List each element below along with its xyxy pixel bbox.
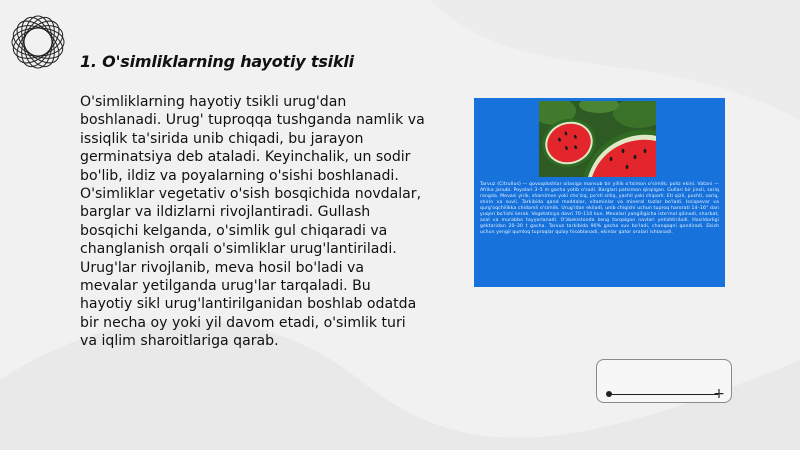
slide-progress-widget[interactable] <box>596 359 732 403</box>
spirograph-logo-icon <box>4 4 72 80</box>
slide-title: 1. O'simliklarning hayotiy tsikli <box>80 52 354 71</box>
progress-track[interactable] <box>609 394 718 395</box>
dot-icon[interactable] <box>606 391 612 397</box>
watermelon-photo <box>539 101 656 177</box>
info-card <box>474 98 725 287</box>
slide-body-text: O'simliklarning hayotiy tsikli urug'dan boshlanadi. Urug' tuproqqa tushganda namlik va issiqlik ta'sirida unib chiqadi, bu jarayon germinatsiya deb ataladi. Keyinchalik, un sodir bo'lib, ildiz va poyalarning o'sishi boshlanadi. O'simliklar vegetativ o'sish bosqichida novdalar, barglar va ildizlarni rivojlantiradi. Gullash bosqichi kelganda, o'simlik gul chiqaradi va changlanish orqali o'simliklar urug'lantiriladi. Urug'lar rivojlanib, meva hosil bo'ladi va mevalar yetilganda urug'lar tarqaladi. Bu hayotiy sikl urug'lantirilganidan boshlab odatda bir necha oy yoki yil davom etadi, o'simlik turi va iqlim sharoitlariga qarab. <box>80 94 425 350</box>
plus-icon[interactable]: + <box>713 386 725 402</box>
info-card-caption: Tarvuz (Citrullus) — qovoqdoshlar oilasiga mansub bir yillik o'tsimon o'simlik; poliz ekini. Vatani — Afrika janubi. Poyalari 3–5 m gacha yotib o'sadi. Barglari patsimon qirqilgan. Gullari bir jinsli, sariq rangda. Mevasi yirik, sharsimon yoki cho'ziq, po'sti silliq, yashil yoki chiporli. Eti qizil, pushti, sariq, shirin va suvli. Tarkibida qand moddalar, vitaminlar va mineral tuzlar bo'ladi. Issiqsevar va qurg'oqchilikka chidamli o'simlik. Urug'idan ekiladi, unib chiqishi uchun tuproq harorati 14–16° dan yuqori bo'lishi kerak. Vegetatsiya davri 70–110 kun. Mevalari yangiligicha iste'mol qilinadi, sharbat, asal va murabbo tayyorlanadi. O'zbekistonda keng tarqalgan navlari yetishtiriladi. Hosildorligi gektaridan 20–30 t gacha. Tarvuz tarkibida 90% gacha suv bo'ladi, chanqoqni qondiradi. Ekish uchun yengil qumloq tuproqlar qulay hisoblanadi, ekinlar qator oralari ishlanadi. <box>480 182 719 236</box>
watermelon-image <box>539 101 656 177</box>
